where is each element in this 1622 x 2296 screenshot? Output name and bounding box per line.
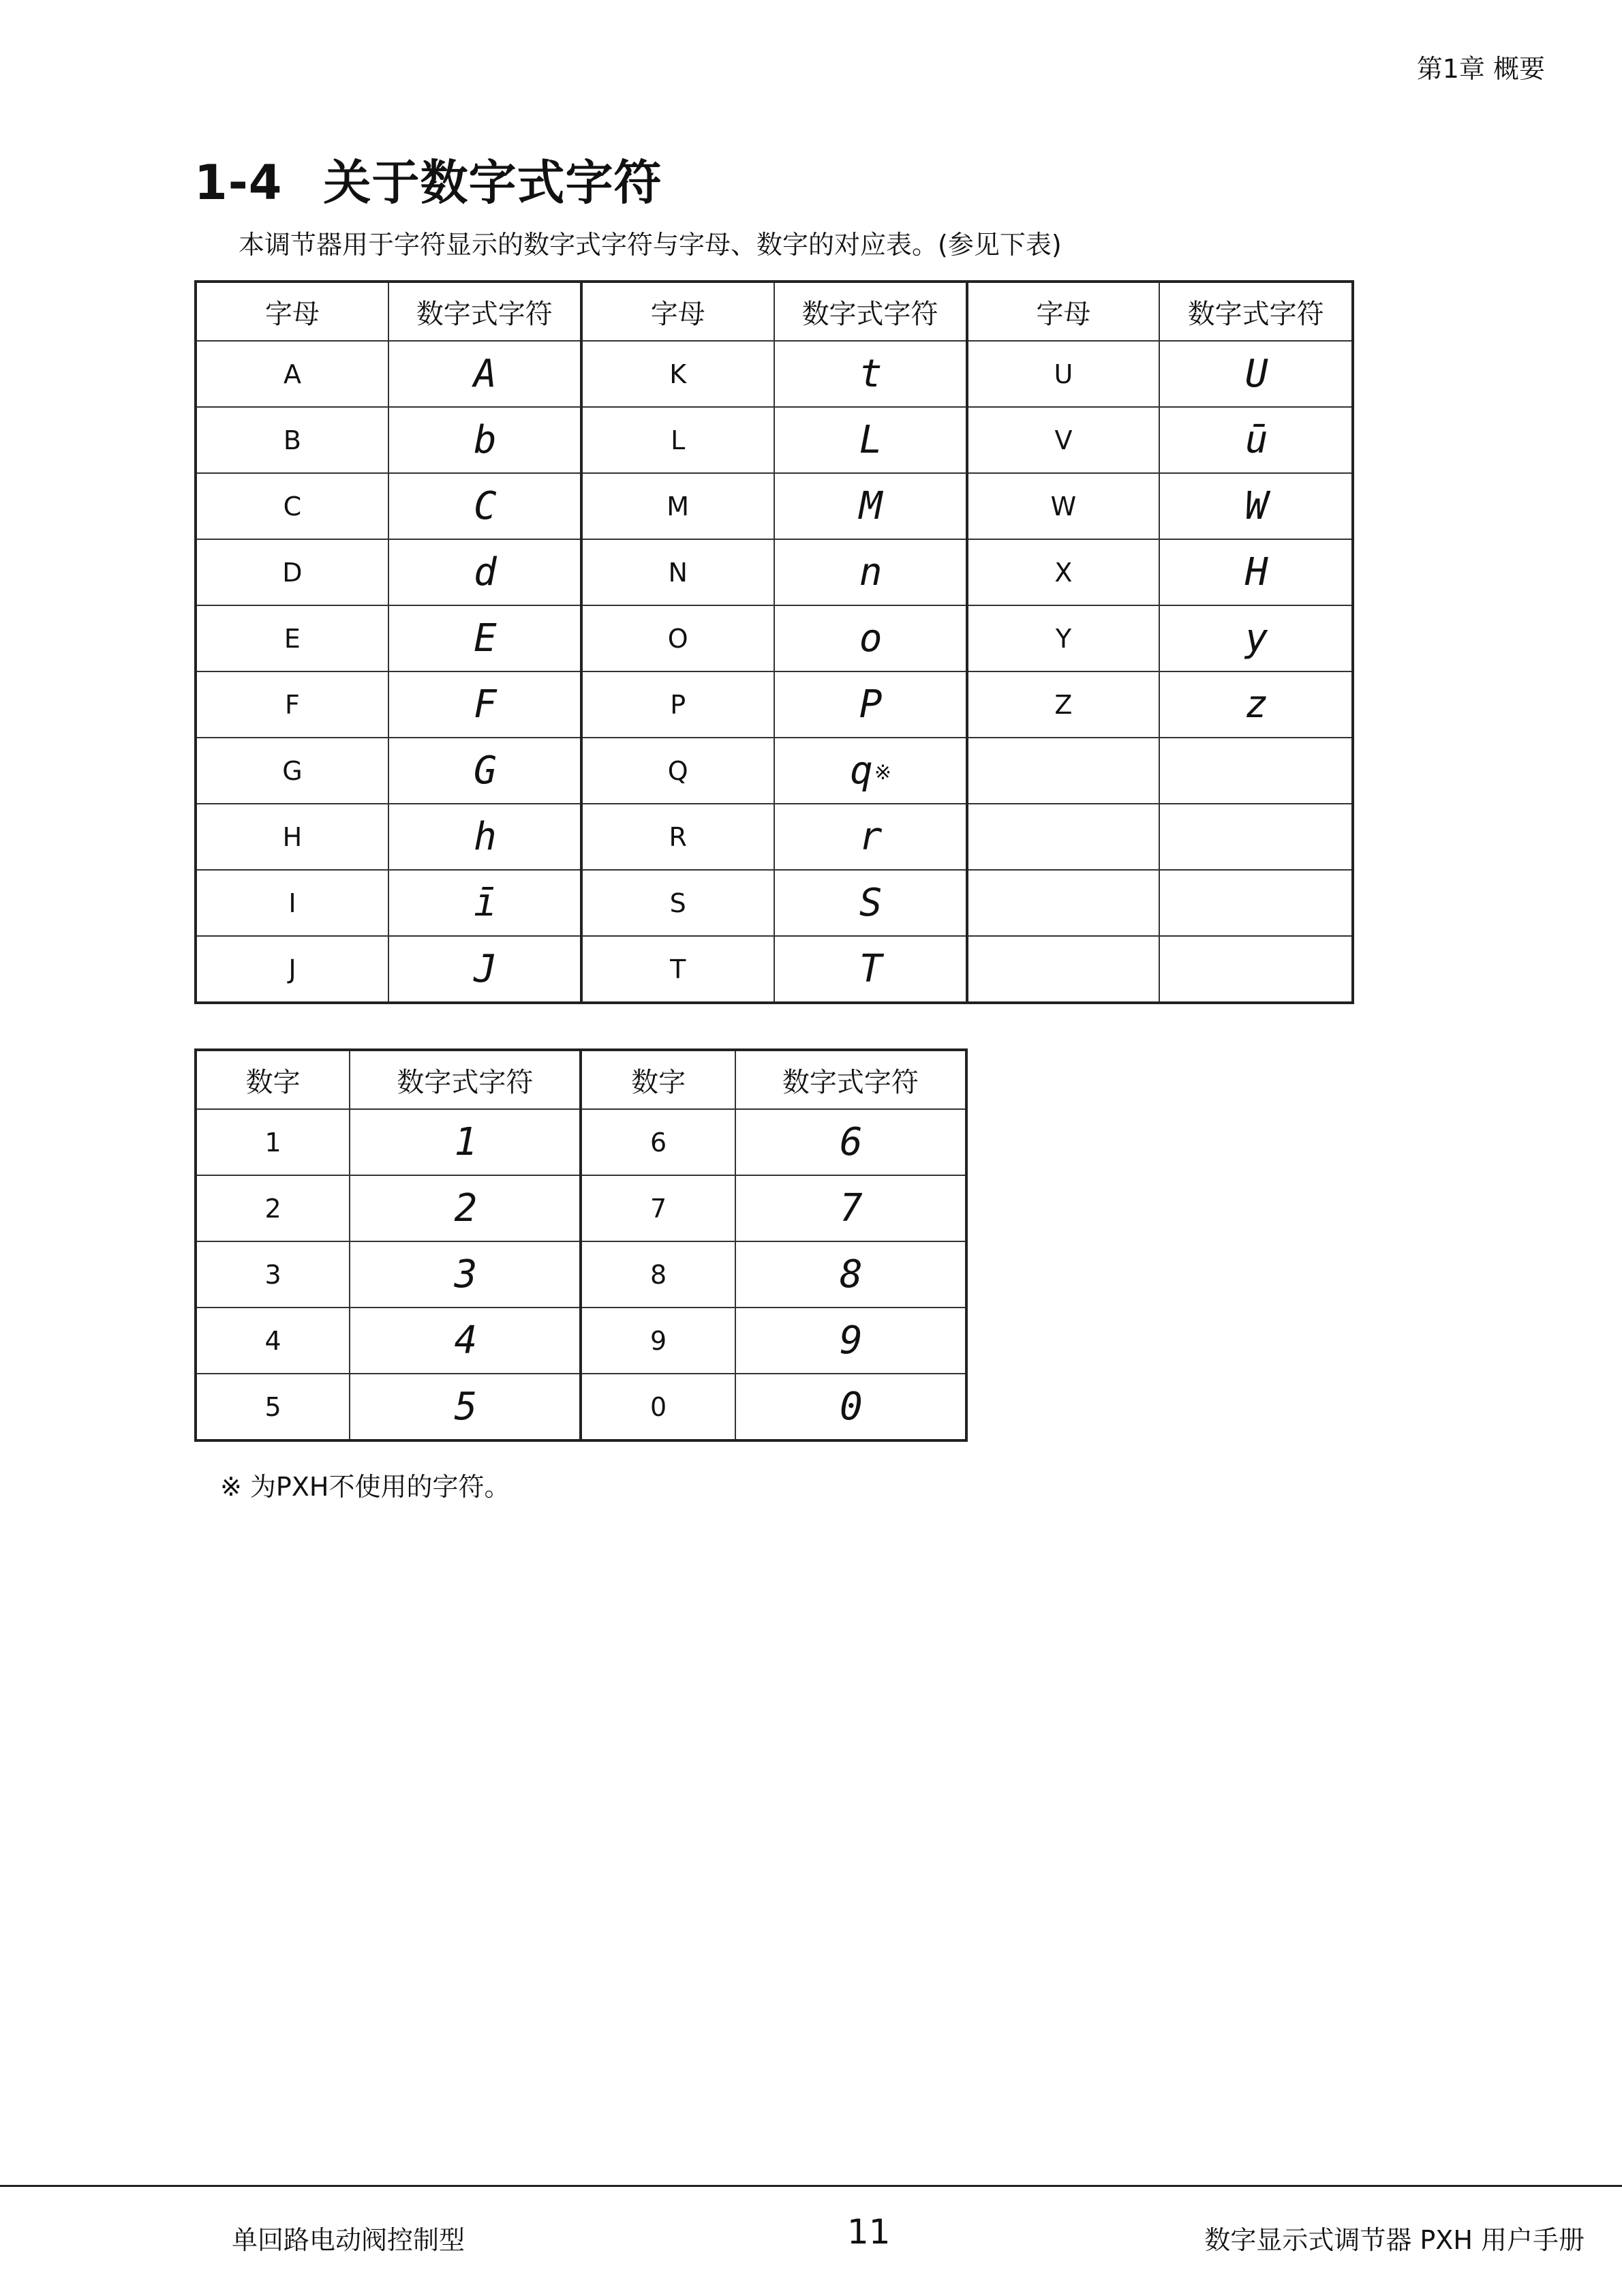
segment-char-cell [388, 473, 581, 539]
segment-char-cell [1159, 936, 1353, 1003]
segment-char-cell [1159, 738, 1353, 804]
letter-cell: I [196, 870, 388, 936]
segment-char-cell: 3 [350, 1241, 581, 1308]
letter-cell: S [581, 870, 774, 936]
segment-char: n [859, 550, 881, 594]
letter-cell: M [581, 473, 774, 539]
letter-cell [967, 804, 1160, 870]
digit-cell: 2 [196, 1175, 350, 1241]
letter-cell: J [196, 936, 388, 1003]
letter-cell: P [581, 671, 774, 738]
segment-char: y [1244, 616, 1267, 661]
segment-char: G [473, 749, 495, 793]
segment-char: P [859, 682, 881, 727]
table-row [196, 473, 1353, 539]
page-number: 11 [847, 2212, 891, 2252]
digit-cell: 9 [581, 1308, 735, 1374]
segment-char-cell [1159, 539, 1353, 605]
segment-char: M [859, 484, 881, 528]
digit-cell: 3 [196, 1241, 350, 1308]
segment-char-cell [774, 605, 967, 671]
header-cell: 数字 [196, 1050, 350, 1109]
letter-cell: F [196, 671, 388, 738]
segment-char-cell [1159, 341, 1353, 407]
footer-manual-title: 数字显示式调节器 PXH 用户手册 [1204, 2225, 1585, 2255]
table-row [196, 738, 1353, 804]
table-row [196, 671, 1353, 738]
digit-cell: 6 [581, 1109, 735, 1175]
header-cell: 字母 [196, 282, 388, 341]
chapter-label: 第1章 概要 [1416, 54, 1545, 84]
section-title [194, 145, 662, 213]
segment-char-cell: 0 [735, 1374, 966, 1440]
letter-cell: A [196, 341, 388, 407]
segment-char-cell: 4 [350, 1308, 581, 1374]
table-row [196, 936, 1353, 1003]
segment-char: C [473, 484, 495, 528]
segment-char: L [859, 418, 881, 462]
letter-cell: D [196, 539, 388, 605]
segment-char: E [473, 616, 495, 661]
segment-char: T [859, 947, 881, 991]
segment-char-cell [1159, 605, 1353, 671]
table-row [196, 1241, 966, 1308]
header-cell: 字母 [967, 282, 1160, 341]
segment-char-cell: 8 [735, 1241, 966, 1308]
segment-char: S [859, 881, 881, 925]
letter-cell: N [581, 539, 774, 605]
table-row [196, 804, 1353, 870]
letter-cell: B [196, 407, 388, 473]
segment-char-cell [774, 804, 967, 870]
digit-cell: 0 [581, 1374, 735, 1440]
letter-table-header [196, 282, 1353, 341]
segment-char: t [859, 352, 881, 396]
letter-cell: H [196, 804, 388, 870]
segment-char-cell [774, 870, 967, 936]
letter-cell: Z [967, 671, 1160, 738]
letter-cell: Q [581, 738, 774, 804]
segment-char: d [473, 550, 495, 594]
segment-char-cell [774, 341, 967, 407]
letter-cell: E [196, 605, 388, 671]
header-cell: 数字式字符 [735, 1050, 966, 1109]
segment-char-cell: 1 [350, 1109, 581, 1175]
segment-char: H [1244, 550, 1267, 594]
segment-char-cell [388, 539, 581, 605]
letter-cell: K [581, 341, 774, 407]
header-cell: 数字式字符 [1159, 282, 1353, 341]
segment-char-cell [774, 738, 967, 804]
segment-char: z [1244, 682, 1267, 727]
segment-char-cell [774, 671, 967, 738]
segment-char-cell [1159, 407, 1353, 473]
segment-char-cell [1159, 804, 1353, 870]
letter-cell: W [967, 473, 1160, 539]
letter-cell: Y [967, 605, 1160, 671]
segment-char: ū [1244, 418, 1267, 462]
segment-char: W [1244, 484, 1267, 528]
segment-char: b [473, 418, 495, 462]
segment-char-cell [388, 804, 581, 870]
digit-table-header [196, 1050, 966, 1109]
segment-char-cell [388, 341, 581, 407]
segment-char-cell [388, 738, 581, 804]
segment-char-cell: 7 [735, 1175, 966, 1241]
letter-cell [967, 870, 1160, 936]
header-cell: 数字 [581, 1050, 735, 1109]
letter-cell: X [967, 539, 1160, 605]
digit-cell: 7 [581, 1175, 735, 1241]
segment-char-cell [388, 671, 581, 738]
letter-cell [967, 936, 1160, 1003]
segment-char: ī [473, 881, 495, 925]
segment-char-cell [774, 473, 967, 539]
footnote: ※ 为PXH不使用的字符。 [220, 1472, 510, 1502]
segment-char-cell: 2 [350, 1175, 581, 1241]
segment-char-cell [388, 605, 581, 671]
segment-char-cell: 9 [735, 1308, 966, 1374]
segment-char-cell [774, 539, 967, 605]
segment-char-cell [388, 936, 581, 1003]
header-cell: 数字式字符 [388, 282, 581, 341]
table-row [196, 539, 1353, 605]
table-row [196, 1374, 966, 1440]
table-row [196, 341, 1353, 407]
letter-cell: L [581, 407, 774, 473]
footer-product-type: 单回路电动阀控制型 [232, 2225, 465, 2255]
header-cell: 数字式字符 [774, 282, 967, 341]
section-title-text: 关于数字式字符 [323, 155, 662, 211]
segment-char-cell: 5 [350, 1374, 581, 1440]
segment-char-cell: 6 [735, 1109, 966, 1175]
note-mark: ※ [874, 761, 890, 785]
section-number: 1-4 [194, 155, 283, 211]
table-row [196, 1308, 966, 1374]
digit-cell: 4 [196, 1308, 350, 1374]
segment-char-cell [1159, 671, 1353, 738]
header-cell: 字母 [581, 282, 774, 341]
segment-char: h [473, 815, 495, 859]
intro-text: 本调节器用于字符显示的数字式字符与字母、数字的对应表。(参见下表) [239, 230, 1062, 260]
letter-cell: R [581, 804, 774, 870]
table-row [196, 1109, 966, 1175]
segment-char-cell [388, 407, 581, 473]
table-row [196, 407, 1353, 473]
segment-char-cell [388, 870, 581, 936]
table-row [196, 1175, 966, 1241]
table-row [196, 605, 1353, 671]
segment-char-cell [774, 407, 967, 473]
footer-divider [0, 2185, 1622, 2187]
header-cell: 数字式字符 [350, 1050, 581, 1109]
segment-char: r [859, 815, 881, 859]
segment-char: A [473, 352, 495, 396]
segment-char: q [850, 749, 872, 793]
segment-char-cell [1159, 870, 1353, 936]
letter-table [194, 280, 1354, 1004]
segment-char: o [859, 616, 881, 661]
letter-cell: U [967, 341, 1160, 407]
segment-char-cell [774, 936, 967, 1003]
digit-cell: 5 [196, 1374, 350, 1440]
letter-cell: V [967, 407, 1160, 473]
segment-char: F [473, 682, 495, 727]
letter-cell: T [581, 936, 774, 1003]
letter-cell: O [581, 605, 774, 671]
letter-cell: C [196, 473, 388, 539]
digit-cell: 8 [581, 1241, 735, 1308]
segment-char: J [473, 947, 495, 991]
digit-cell: 1 [196, 1109, 350, 1175]
table-row [196, 870, 1353, 936]
letter-cell: G [196, 738, 388, 804]
letter-cell [967, 738, 1160, 804]
segment-char: U [1244, 352, 1267, 396]
digit-table [194, 1048, 968, 1442]
segment-char-cell [1159, 473, 1353, 539]
